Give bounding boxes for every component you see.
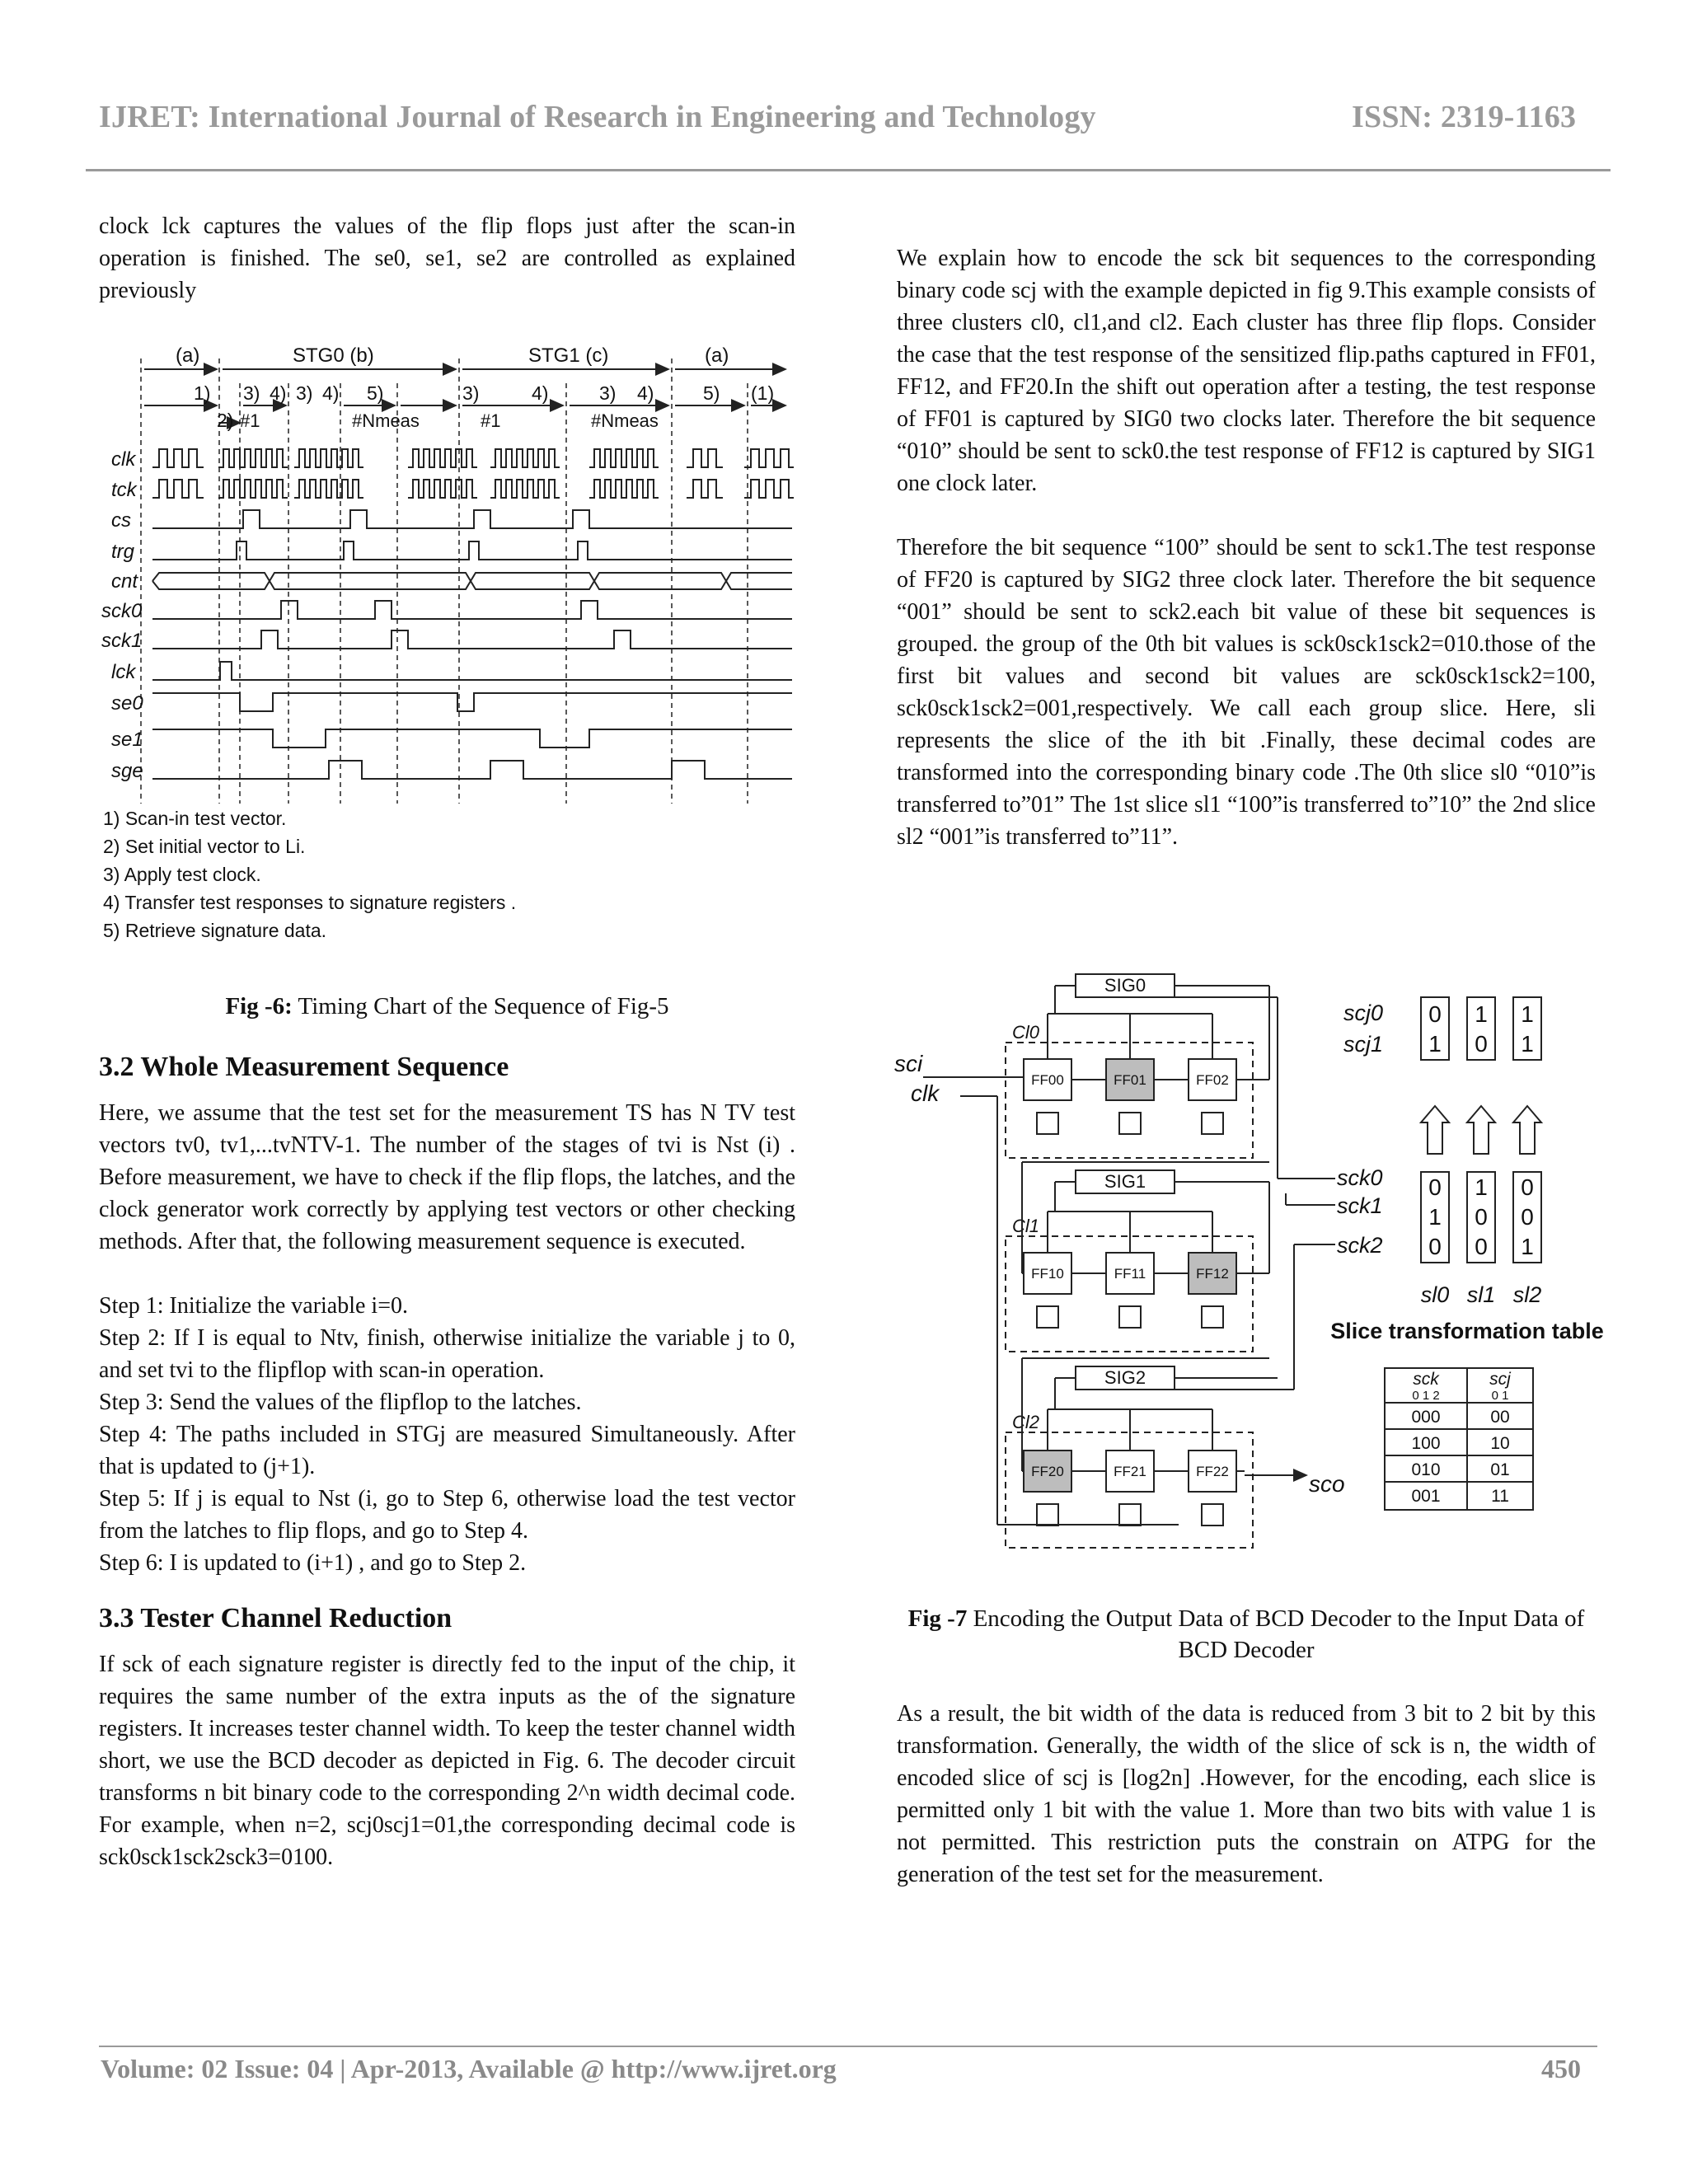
scj-bit: 1 (1521, 1031, 1534, 1057)
phase-label: (a) (176, 344, 200, 367)
step-item: Step 4: The paths included in STGj are measured Simultaneously. After that is updated to (j+1). (99, 1422, 795, 1479)
ff-label: FF12 (1196, 1266, 1229, 1282)
section-3-3-title: 3.3 Tester Channel Reduction (99, 1603, 452, 1633)
table-cell: 01 (1490, 1460, 1510, 1479)
sig2-label: SIG2 (1104, 1367, 1146, 1388)
sck-bit: 1 (1475, 1174, 1488, 1200)
signal-cs: cs (111, 509, 131, 532)
scj-bit: 1 (1475, 1001, 1488, 1027)
ff-label: FF02 (1196, 1072, 1229, 1088)
counter-label: #1 (481, 410, 501, 431)
ff-label: FF00 (1031, 1072, 1064, 1088)
page-number: 450 (1541, 2054, 1581, 2083)
phase-label: (a) (705, 344, 729, 367)
section-3-2-title: 3.2 Whole Measurement Sequence (99, 1052, 509, 1082)
sck-label: sck2 (1337, 1233, 1383, 1258)
table-subheader: 0 1 2 (1412, 1389, 1440, 1403)
left-column-body (99, 1051, 795, 1873)
sck-bit: 0 (1428, 1234, 1442, 1259)
sck-bit: 1 (1521, 1234, 1534, 1259)
right-paragraph-3: As a result, the bit width of the data is reduced from 3 bit to 2 bit by this transformation. Generally, the width of the slice of sck is n, the width of encoded slice of scj is [log2n] .However, for the encoding, each slice is permitted only 1 bit with the value 1. More than two bits with value 1 is not permitted. This restriction puts the constrain on ATPG for the generation of the test set for the measurement. (897, 1701, 1596, 1887)
scj-label: scj1 (1343, 1032, 1384, 1057)
table-cell: 11 (1491, 1487, 1509, 1506)
journal-title: IJRET: International Journal of Research in Engineering and Technology (99, 100, 1096, 134)
fig6-caption-label: Fig -6: (225, 993, 293, 1019)
step-label: 3) (296, 382, 313, 404)
fig7-caption (897, 1603, 1596, 1666)
cluster-label: Cl0 (1012, 1022, 1040, 1043)
ff-label: FF21 (1114, 1464, 1146, 1479)
fig6-caption-text: Timing Chart of the Sequence of Fig-5 (298, 993, 669, 1019)
table-cell: 10 (1490, 1434, 1510, 1453)
signal-cnt: cnt (111, 570, 138, 593)
signal-clk: clk (111, 448, 136, 471)
ff-label: FF11 (1114, 1266, 1146, 1282)
sck-bit: 0 (1428, 1174, 1442, 1200)
issn: ISSN: 2319-1163 (1352, 100, 1577, 134)
ff-label: FF01 (1114, 1072, 1146, 1088)
signal-se0: se0 (111, 692, 143, 715)
step-item: Step 6: I is updated to (i+1) , and go to Step 2. (99, 1550, 527, 1576)
output-sco: sco (1309, 1471, 1345, 1497)
legend-item: 5) Retrieve signature data. (103, 920, 327, 941)
fig7-encoding-diagram (890, 964, 1615, 1566)
sig0-label: SIG0 (1104, 975, 1146, 996)
step-label: 5) (367, 382, 384, 404)
signal-lck: lck (111, 661, 136, 683)
step-label: 3) (243, 382, 260, 404)
step-label: (1) (751, 382, 775, 404)
left-column-intro (99, 210, 795, 307)
table-cell: 010 (1411, 1460, 1441, 1479)
cluster-label: Cl2 (1012, 1412, 1040, 1432)
signal-sck1: sck1 (101, 630, 143, 652)
ff-label: FF22 (1196, 1464, 1229, 1479)
counter-label: #1 (240, 410, 260, 431)
table-header: scj (1489, 1370, 1511, 1389)
step-item: Step 2: If I is equal to Ntv, finish, otherwise initialize the variable j to 0, and set tvi to the flipflop with scan-in operation. (99, 1325, 795, 1383)
input-clk: clk (911, 1080, 940, 1106)
cluster-label: Cl1 (1012, 1216, 1040, 1236)
section-3-3-paragraph: If sck of each signature register is directly fed to the input of the chip, it requires the same number of the extra inputs as the of the signature registers. It increases tester channel width. To keep the tester channel width short, we use the BCD decoder as depicted in Fig. 6. The decoder circuit transforms n bit binary code to the corresponding 2^n width decimal code. For example, when n=2, scj0scj1=01,the corresponding decimal code is sck0sck1sck2sck3=0100. (99, 1652, 795, 1870)
step-label: 1) (194, 382, 211, 404)
counter-label: #Nmeas (591, 410, 659, 431)
legend-item: 2) Set initial vector to Li. (103, 836, 306, 857)
step-label: 5) (703, 382, 720, 404)
table-subheader: 0 1 (1491, 1389, 1509, 1403)
table-title: Slice transformation table (1330, 1319, 1604, 1343)
legend-item: 1) Scan-in test vector. (103, 808, 287, 829)
sck-bit: 1 (1428, 1204, 1442, 1230)
scj-bit: 0 (1475, 1031, 1488, 1057)
footer-volume: Volume: 02 Issue: 04 | Apr-2013, Available @ http://www.ijret.org (101, 2054, 837, 2083)
fig7-caption-label: Fig -7 (907, 1605, 968, 1632)
step-label: 4) (270, 382, 287, 404)
step-label: 2) (217, 410, 234, 431)
sck-bit: 0 (1475, 1204, 1488, 1230)
fig6-timing-chart (78, 334, 808, 956)
scj-label: scj0 (1343, 1001, 1384, 1025)
right-paragraph-1: We explain how to encode the sck bit sequences to the corresponding binary code scj with the example depicted in fig 9.This example consists of three clusters cl0, cl1,and cl2. Each cluster has three flip flops. Consider the case that the test response of the sensitized flip.paths captured in FF01, FF12, and FF20.In the shift out operation after a testing, the test response of FF01 is captured by SIG0 two clocks later. Therefore the bit sequence “010” should be sent to sck0.the test response of FF12 is captured by SIG1 one clock later. (897, 246, 1596, 496)
legend-item: 3) Apply test clock. (103, 864, 261, 885)
fig6-caption (99, 991, 795, 1022)
intro-paragraph: clock lck captures the values of the flip flops just after the scan-in operation is finished. The se0, se1, se2 are controlled as explained previously (99, 213, 795, 303)
slice-label: sl0 (1420, 1282, 1450, 1307)
step-item: Step 1: Initialize the variable i=0. (99, 1293, 409, 1319)
ff-label: FF10 (1031, 1266, 1064, 1282)
signal-sge: sge (111, 760, 143, 782)
step-label: 4) (322, 382, 340, 404)
right-column-body (897, 1698, 1596, 1891)
right-paragraph-2: Therefore the bit sequence “100” should be sent to sck1.The test response of FF20 is captured by SIG2 three clock later. Therefore the bit sequence “001” should be sent to sck2.each bit value of these bit sequences is grouped. the group of the 0th bit values is sck0sck1sck2=010.those of the first bit values and second bit values are sck0sck1sck2=100, sck0sck1sck2=001,respectively. We call each group slice. Here, sli represents the slice of the ith bit .Finally, these decimal codes are transformed into the corresponding binary code .The 0th slice sl0 “010”is transferred to”01” The 1st slice sl1 “100”is transferred to”10” the 2nd slice sl2 “001”is transferred to”11”. (897, 535, 1596, 850)
sck-bit: 0 (1521, 1204, 1534, 1230)
table-cell: 000 (1411, 1408, 1441, 1427)
header-rule (86, 169, 1611, 171)
step-label: 3) (462, 382, 480, 404)
section-3-2-paragraph: Here, we assume that the test set for the measurement TS has N TV test vectors tv0, tv1,...tvNTV-1. The number of the stages of tvi is Nst (i) . Before measurement, we have to check if the flip flops, the latches, and the clock generator work correctly by applying test vectors or other checking methods. After that, the following measurement sequence is executed. (99, 1100, 795, 1254)
table-cell: 00 (1490, 1408, 1510, 1427)
sck-label: sck0 (1337, 1165, 1383, 1190)
cluster-0 (1006, 974, 1278, 1179)
cluster-2 (1006, 1358, 1278, 1548)
sck-label: sck1 (1337, 1193, 1383, 1218)
slice-label: sl2 (1512, 1282, 1542, 1307)
step-item: Step 5: If j is equal to Nst (i, go to Step 6, otherwise load the test vector from the latches to flip flops, and go to Step 4. (99, 1486, 795, 1544)
signal-sck0: sck0 (101, 600, 143, 622)
table-cell: 001 (1411, 1487, 1441, 1506)
sck-bit: 0 (1521, 1174, 1534, 1200)
scj-bit: 1 (1521, 1001, 1534, 1027)
cluster-1 (1006, 1162, 1269, 1352)
step-label: 4) (637, 382, 654, 404)
legend-item: 4) Transfer test responses to signature registers . (103, 892, 517, 913)
fig7-caption-text: Encoding the Output Data of BCD Decoder to the Input Data of BCD Decoder (973, 1605, 1585, 1663)
table-cell: 100 (1411, 1434, 1441, 1453)
footer-rule (99, 2046, 1597, 2047)
signal-tck: tck (111, 479, 137, 501)
input-sci: sci (894, 1051, 923, 1076)
phase-label: STG0 (b) (293, 344, 374, 367)
scj-bit: 0 (1428, 1001, 1442, 1027)
scj-bit: 1 (1428, 1031, 1442, 1057)
step-item: Step 3: Send the values of the flipflop to the latches. (99, 1390, 582, 1415)
signal-trg: trg (111, 541, 135, 563)
step-label: 4) (532, 382, 549, 404)
right-column-intro (897, 242, 1596, 853)
sck-bit: 0 (1475, 1234, 1488, 1259)
counter-label: #Nmeas (352, 410, 420, 431)
sig1-label: SIG1 (1104, 1171, 1146, 1192)
ff-label: FF20 (1031, 1464, 1064, 1479)
step-label: 3) (599, 382, 617, 404)
phase-label: STG1 (c) (528, 344, 609, 367)
table-header: sck (1413, 1370, 1439, 1389)
slice-label: sl1 (1466, 1282, 1496, 1307)
signal-se1: se1 (111, 729, 143, 751)
